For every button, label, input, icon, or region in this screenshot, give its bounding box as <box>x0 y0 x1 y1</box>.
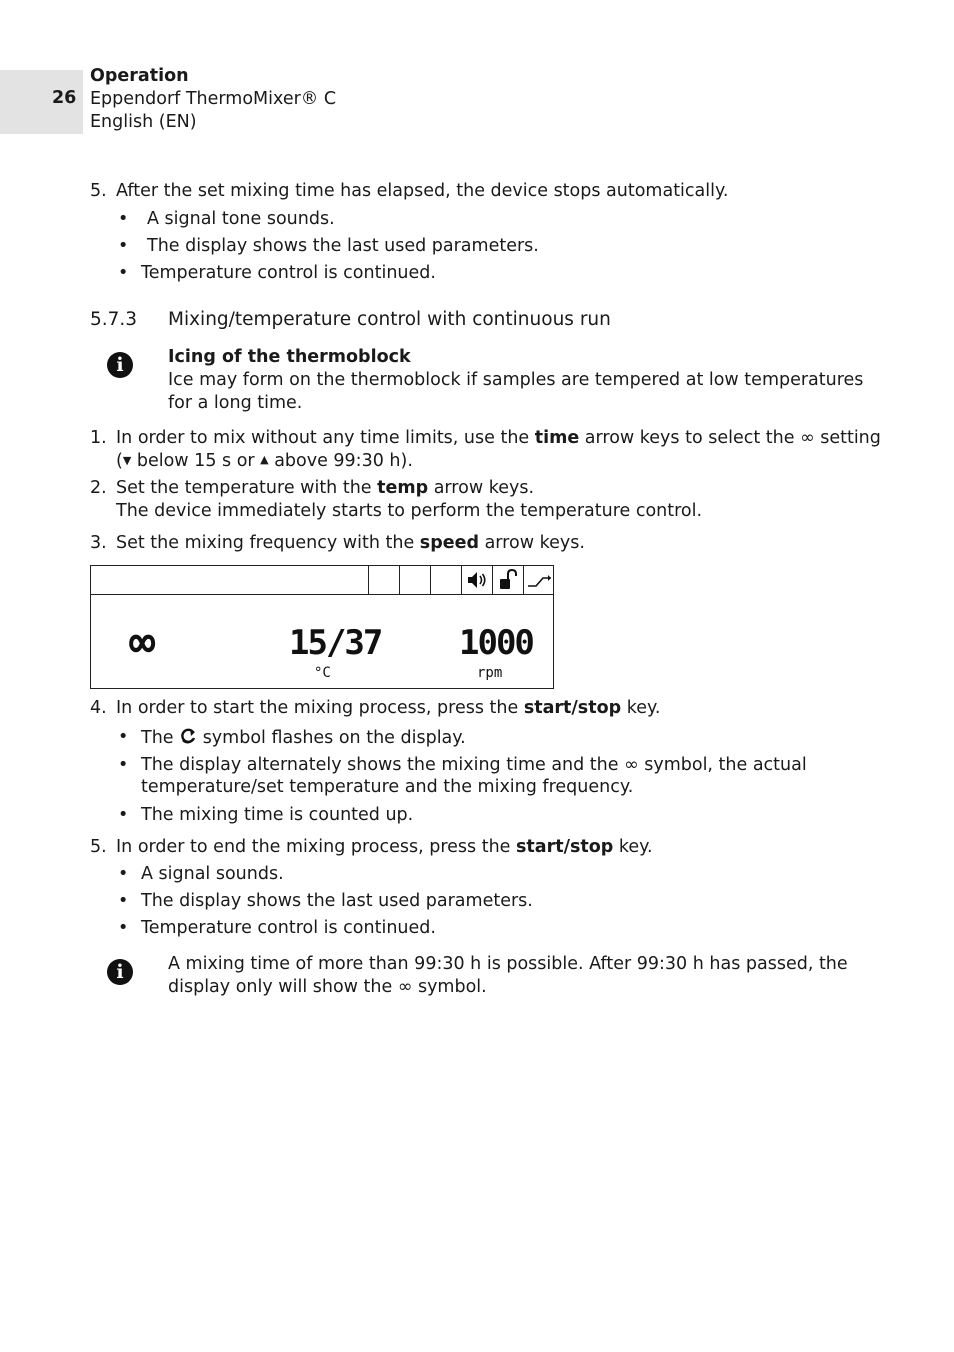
info-icon: i <box>107 959 133 985</box>
step-text: In order to start the mixing process, press the start/stop key. <box>116 698 661 718</box>
status-cell <box>368 566 399 594</box>
arrow-down-icon: ▼ <box>122 454 132 467</box>
step-text: (▼ below 15 s or ▲ above 99:30 h). <box>116 451 413 471</box>
bullet-dot: • <box>118 918 129 938</box>
note-text: Ice may form on the thermoblock if samples are tempered at low temperatures <box>168 370 864 390</box>
step-number: 4. <box>90 698 107 718</box>
note-text: display only will show the ∞ symbol. <box>168 977 487 997</box>
header-language: English (EN) <box>90 112 197 132</box>
bullet-text: A signal sounds. <box>141 864 284 884</box>
bullet-text: Temperature control is continued. <box>141 263 436 283</box>
arrow-up-icon: ▲ <box>260 453 269 466</box>
display-speed-unit: rpm <box>477 665 503 681</box>
bullet-text: The display shows the last used parameters. <box>141 891 533 911</box>
step-number: 5. <box>90 181 107 201</box>
info-icon: i <box>107 352 133 378</box>
step-number: 2. <box>90 478 107 498</box>
bullet-dot: • <box>118 805 129 825</box>
header-section: Operation <box>90 66 189 86</box>
bullet-text: The mixing time is counted up. <box>141 805 414 825</box>
bullet-text: Temperature control is continued. <box>141 918 436 938</box>
step-text: The device immediately starts to perform the temperature control. <box>116 501 703 521</box>
note-title: Icing of the thermoblock <box>168 347 411 367</box>
section-number: 5.7.3 <box>90 309 138 330</box>
status-cell <box>430 566 461 594</box>
step-text: Set the temperature with the temp arrow keys. <box>116 478 535 498</box>
bullet-dot: • <box>118 864 129 884</box>
header-product: Eppendorf ThermoMixer® C <box>90 89 337 109</box>
page-number: 26 <box>52 88 77 108</box>
display-speed: 1000 <box>459 623 533 663</box>
bullet-dot: • <box>118 263 129 283</box>
bullet-text: The display alternately shows the mixing time and the ∞ symbol, the actual <box>141 755 807 775</box>
step-text: In order to end the mixing process, press the start/stop key. <box>116 837 653 857</box>
bullet-dot: • <box>118 755 129 775</box>
mixing-symbol-icon <box>179 727 197 750</box>
status-cell <box>399 566 430 594</box>
bullet-dot: • <box>118 236 129 256</box>
bullet-text: temperature/set temperature and the mixing frequency. <box>141 777 634 797</box>
bullet-text: The display shows the last used parameters. <box>147 236 539 256</box>
display-time: ∞ <box>129 617 156 668</box>
note-text: A mixing time of more than 99:30 h is possible. After 99:30 h has passed, the <box>168 954 848 974</box>
bullet-dot: • <box>118 209 129 229</box>
step-text: Set the mixing frequency with the speed arrow keys. <box>116 533 585 553</box>
speaker-icon <box>461 566 492 594</box>
display-temperature-unit: °C <box>314 665 331 681</box>
display-status-bar <box>91 566 553 595</box>
bullet-text: A signal tone sounds. <box>147 209 335 229</box>
note-text: for a long time. <box>168 393 303 413</box>
bullet-dot: • <box>118 727 129 747</box>
step-number: 5. <box>90 837 107 857</box>
display-temperature: 15/37 <box>289 623 382 663</box>
step-text: In order to mix without any time limits, use the time arrow keys to select the ∞ setting <box>116 428 881 448</box>
step-number: 3. <box>90 533 107 553</box>
step-text: After the set mixing time has elapsed, the device stops automatically. <box>116 181 729 201</box>
bullet-text: The symbol flashes on the display. <box>141 728 466 748</box>
section-title: Mixing/temperature control with continuous run <box>168 309 611 330</box>
bullet-dot: • <box>118 891 129 911</box>
ramp-icon <box>523 566 554 594</box>
device-display <box>90 565 554 689</box>
lid-unlocked-icon <box>492 566 523 594</box>
step-number: 1. <box>90 428 107 448</box>
